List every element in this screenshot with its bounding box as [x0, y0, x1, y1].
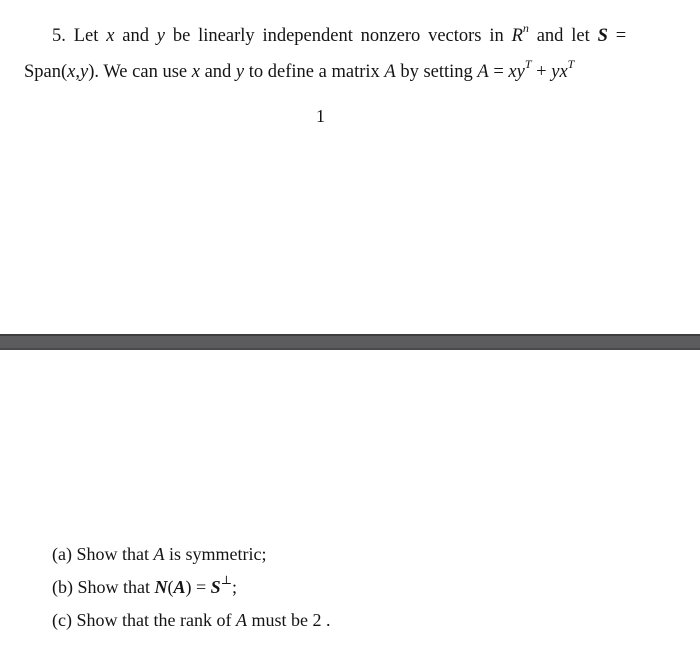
var-n: n — [522, 20, 529, 35]
text: by setting — [400, 62, 473, 82]
text: Let — [73, 26, 99, 46]
text: ) — [185, 577, 192, 597]
var-y: y — [80, 62, 89, 82]
var-A: A — [153, 544, 165, 564]
plus-sign: + — [536, 62, 547, 82]
text: is symmetric; — [168, 544, 267, 564]
text: (c) Show that the rank of — [52, 610, 232, 630]
var-S: S — [597, 26, 608, 46]
var-x: x — [191, 62, 200, 82]
text: ( — [167, 577, 174, 597]
var-A: A — [384, 62, 396, 82]
problem-line-2 — [24, 56, 575, 84]
var-R: R — [511, 26, 523, 46]
text: must be 2 . — [251, 610, 331, 630]
text: and let — [536, 26, 590, 46]
var-xy: xy — [508, 62, 525, 82]
math-Rn — [511, 20, 529, 46]
text: to define a matrix — [248, 62, 380, 82]
math-span — [24, 62, 99, 82]
text: be linearly independent nonzero vectors in — [172, 26, 504, 46]
equals-sign: = — [493, 62, 504, 82]
part-c — [52, 608, 330, 632]
var-y: y — [156, 26, 165, 46]
page-number: 1 — [316, 106, 325, 126]
part-a — [52, 542, 266, 566]
text: ). — [88, 62, 100, 82]
var-x: x — [67, 62, 76, 82]
text: (b) Show that — [52, 577, 150, 597]
perp-symbol: ⊥ — [220, 573, 232, 587]
math-definition — [477, 56, 575, 82]
var-y: y — [235, 62, 245, 82]
var-A: A — [235, 610, 247, 630]
text: and — [122, 26, 149, 46]
transpose: T — [567, 56, 575, 71]
var-A: A — [477, 62, 489, 82]
text: We can use — [103, 62, 188, 82]
var-A: A — [173, 577, 186, 597]
equals-sign: = — [196, 577, 207, 597]
text: Span( — [24, 62, 68, 82]
text: (a) Show that — [52, 544, 149, 564]
problem-line-1 — [52, 20, 627, 48]
var-yx: yx — [551, 62, 568, 82]
text: ; — [231, 577, 237, 597]
equals-sign: = — [615, 26, 627, 46]
page-separator — [0, 334, 700, 350]
text: and — [204, 62, 232, 82]
var-x: x — [106, 26, 115, 46]
math-nullspace — [154, 573, 238, 597]
text: , — [75, 62, 81, 82]
part-b — [52, 575, 237, 599]
var-N: N — [154, 577, 168, 597]
problem-number: 5. — [52, 26, 66, 46]
var-S: S — [210, 577, 221, 597]
transpose: T — [524, 56, 532, 71]
